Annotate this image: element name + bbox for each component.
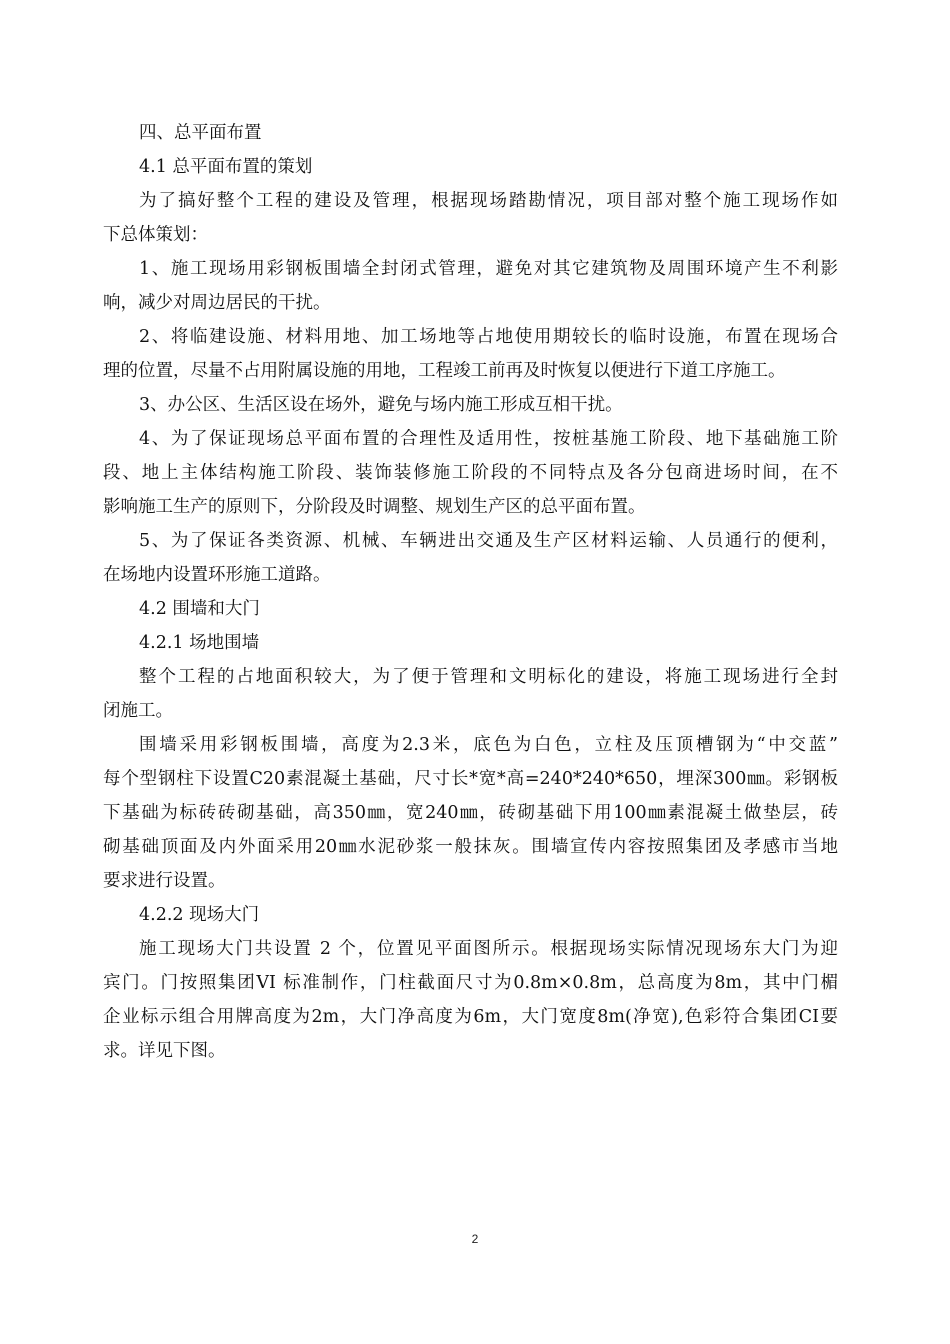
paragraph-line: 段、地上主体结构施工阶段、装饰装修施工阶段的不同特点及各分包商进场时间，在不 [103, 463, 838, 483]
paragraph-line: 2、将临建设施、材料用地、加工场地等占地使用期较长的临时设施，布置在现场合 [139, 327, 838, 347]
page-number: 2 [471, 1232, 479, 1246]
paragraph-line: 1、施工现场用彩钢板围墙全封闭式管理，避免对其它建筑物及周围环境产生不利影 [139, 259, 838, 279]
subsubsection-heading: 4.2.2 现场大门 [139, 905, 260, 925]
paragraph-line: 响，减少对周边居民的干扰。 [103, 293, 331, 313]
paragraph-line: 砌基础顶面及内外面采用20㎜水泥砂浆一般抹灰。围墙宣传内容按照集团及孝感市当地 [103, 837, 838, 857]
paragraph-line: 为了搞好整个工程的建设及管理，根据现场踏勘情况，项目部对整个施工现场作如 [139, 191, 838, 211]
paragraph-line: 宾门。门按照集团VI 标准制作，门柱截面尺寸为0.8m×0.8m，总高度为8m，其中门楣 [103, 973, 838, 993]
document-body [103, 116, 838, 1068]
paragraph-line: 5、为了保证各类资源、机械、车辆进出交通及生产区材料运输、人员通行的便利， [139, 531, 838, 551]
subsection-heading: 4.2 围墙和大门 [139, 599, 260, 619]
paragraph-line: 理的位置，尽量不占用附属设施的用地，工程竣工前再及时恢复以便进行下道工序施工。 [103, 361, 786, 381]
paragraph-line: 影响施工生产的原则下，分阶段及时调整、规划生产区的总平面布置。 [103, 497, 646, 517]
paragraph-line: 下基础为标砖砖砌基础，高350㎜，宽240㎜，砖砌基础下用100㎜素混凝土做垫层，砖 [103, 803, 838, 823]
paragraph-line: 在场地内设置环形施工道路。 [103, 565, 331, 585]
paragraph-line: 要求进行设置。 [103, 871, 226, 891]
paragraph-line: 4、为了保证现场总平面布置的合理性及适用性，按桩基施工阶段、地下基础施工阶 [139, 429, 838, 449]
subsubsection-heading: 4.2.1 场地围墙 [139, 633, 260, 653]
paragraph-line: 3、办公区、生活区设在场外，避免与场内施工形成互相干扰。 [139, 395, 623, 415]
paragraph-line: 求。详见下图。 [103, 1041, 226, 1061]
paragraph-line: 施工现场大门共设置 2 个，位置见平面图所示。根据现场实际情况现场东大门为迎 [139, 939, 838, 959]
paragraph-line: 闭施工。 [103, 701, 173, 721]
subsection-heading: 4.1 总平面布置的策划 [139, 157, 313, 177]
paragraph-line: 企业标示组合用牌高度为2m，大门净高度为6m，大门宽度8m(净宽),色彩符合集团CI要 [103, 1007, 838, 1027]
paragraph-line: 围墙采用彩钢板围墙，高度为2.3米，底色为白色，立柱及压顶槽钢为“中交蓝” [139, 735, 838, 755]
paragraph-line: 下总体策划： [103, 225, 208, 245]
section-heading: 四、总平面布置 [139, 123, 262, 143]
paragraph-line: 整个工程的占地面积较大，为了便于管理和文明标化的建设，将施工现场进行全封 [139, 667, 838, 687]
paragraph-line: 每个型钢柱下设置C20素混凝土基础，尺寸长*宽*高=240*240*650，埋深300㎜。彩钢板 [103, 769, 838, 789]
